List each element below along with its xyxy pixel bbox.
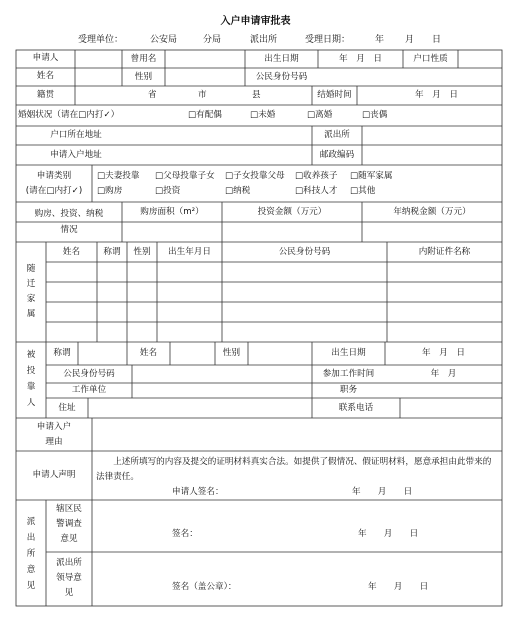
sponsor-work-date-label: 参加工作时间 — [322, 369, 375, 379]
leader-opinion-date: 年 月 日 — [368, 582, 429, 592]
form-title: 入户申请审批表 — [220, 16, 291, 27]
dept-label: 受理单位： — [78, 35, 124, 45]
marriage-date-label: 结婚时间 — [317, 90, 352, 100]
category-option-investment[interactable]: □投资 — [155, 186, 181, 196]
sponsor-employer-label: 工作单位 — [71, 385, 107, 395]
hukou-nature-label: 户口性质 — [413, 54, 448, 64]
police-signature-label: 签名： — [172, 529, 198, 539]
declaration-date: 年 月 日 — [352, 487, 413, 497]
married-checkbox[interactable]: □有配偶 — [188, 110, 222, 120]
leader-signature-label: 签名（盖公章）： — [172, 582, 237, 592]
sponsor-relation-label: 称谓 — [53, 348, 71, 358]
investment-amount-label: 投资金额（万元） — [257, 207, 327, 217]
sponsor-gender-label: 性别 — [222, 348, 241, 358]
sponsor-work-date-value[interactable]: 年 月 — [430, 369, 457, 379]
sponsor-birth-value[interactable]: 年 月 日 — [422, 348, 465, 358]
id-number-label: 公民身份号码 — [255, 72, 308, 82]
category-label-2: (请在□内打✓) — [25, 186, 83, 196]
category-label-1: 申请类别 — [36, 171, 72, 181]
sponsor-position-label: 职务 — [339, 385, 358, 395]
dependent-col-id: 公民身份号码 — [278, 247, 331, 257]
category-option-adoption[interactable]: □收养孩子 — [295, 171, 338, 181]
unmarried-checkbox[interactable]: □未婚 — [250, 110, 276, 120]
station-label: 派出所 — [250, 35, 278, 45]
police-opinion-date: 年 月 日 — [358, 529, 419, 539]
purchase-label-2: 情况 — [60, 225, 78, 235]
category-option-tech-talent[interactable]: □科技人才 — [295, 186, 338, 196]
native-place-label: 籍贯 — [36, 90, 55, 100]
postal-code-label: 邮政编码 — [319, 150, 355, 160]
marital-status-label: 婚姻状况（请在□内打✓） — [18, 110, 120, 120]
reason-label-1: 申请入户 — [36, 422, 72, 432]
dependent-col-name: 姓名 — [62, 247, 81, 257]
leader-opinion-label: 派出所 领导意 见 — [56, 558, 82, 598]
birth-date-label: 出生日期 — [264, 54, 299, 64]
former-name-label: 曾用名 — [130, 54, 157, 64]
reason-label-2: 理由 — [45, 437, 63, 447]
category-option-child-join-parents[interactable]: □子女投靠父母 — [225, 171, 285, 181]
widowed-checkbox[interactable]: □丧偶 — [362, 110, 388, 120]
hukou-address-label: 户口所在地址 — [50, 130, 102, 140]
county-label: 县 — [252, 90, 261, 100]
declaration-label: 申请人声明 — [32, 470, 76, 480]
sponsor-birth-label: 出生日期 — [331, 348, 366, 358]
year-label: 年 — [375, 35, 385, 45]
category-option-parents-join-child[interactable]: □父母投靠子女 — [155, 171, 215, 181]
province-label: 省 — [148, 90, 157, 100]
purchase-area-label: 购房面积（m²） — [140, 207, 204, 217]
date-label: 受理日期： — [305, 35, 351, 45]
dependents-side-label: 随 迁 家 属 — [26, 264, 36, 319]
category-option-tax[interactable]: □纳税 — [225, 186, 251, 196]
category-option-purchase[interactable]: □购房 — [97, 186, 123, 196]
hukou-station-label: 派出所 — [324, 130, 350, 140]
opinion-side-label: 派 出 所 意 见 — [26, 517, 36, 591]
marriage-date-value[interactable]: 年 月 日 — [415, 90, 458, 100]
purchase-label-1: 购房、投资、纳税 — [34, 209, 104, 219]
police-opinion-label: 辖区民 警调查 意见 — [56, 504, 82, 544]
birth-date-value[interactable]: 年 月 日 — [339, 54, 382, 64]
declaration-text: 上述所填写的内容及提交的证明材料真实合法。如提供了假情况、假证明材料，愿意承担由此带来的法律责任。 — [96, 457, 492, 482]
sponsor-address-label: 住址 — [58, 403, 76, 413]
public-security-label: 公安局 — [150, 35, 178, 45]
divorced-checkbox[interactable]: □离婚 — [307, 110, 333, 120]
gender-label: 性别 — [134, 72, 153, 82]
category-option-military[interactable]: □随军家属 — [350, 171, 393, 181]
applicant-name-label-2: 姓名 — [36, 71, 55, 81]
tax-amount-label: 年纳税金额（万元） — [393, 207, 471, 217]
category-option-spouse[interactable]: □夫妻投靠 — [97, 171, 140, 181]
sponsor-side-label: 被 投 靠 人 — [26, 350, 36, 408]
sponsor-phone-label: 联系电话 — [338, 403, 374, 413]
month-label: 月 — [405, 35, 415, 45]
branch-label: 分局 — [203, 35, 222, 45]
dependent-col-gender: 性别 — [133, 247, 151, 257]
move-address-label: 申请入户地址 — [50, 150, 102, 160]
dependent-col-documents: 内附证件名称 — [418, 247, 471, 257]
applicant-name-label-1: 申请人 — [32, 53, 59, 63]
applicant-signature-label: 申请人签名： — [172, 487, 224, 497]
category-option-other[interactable]: □其他 — [350, 186, 376, 196]
dependent-col-birth: 出生年月日 — [168, 247, 211, 257]
day-label: 日 — [432, 35, 442, 45]
sponsor-id-label: 公民身份号码 — [63, 369, 115, 379]
sponsor-name-label: 姓名 — [139, 348, 158, 358]
dependent-col-relation: 称谓 — [103, 247, 121, 257]
city-label: 市 — [198, 90, 207, 100]
